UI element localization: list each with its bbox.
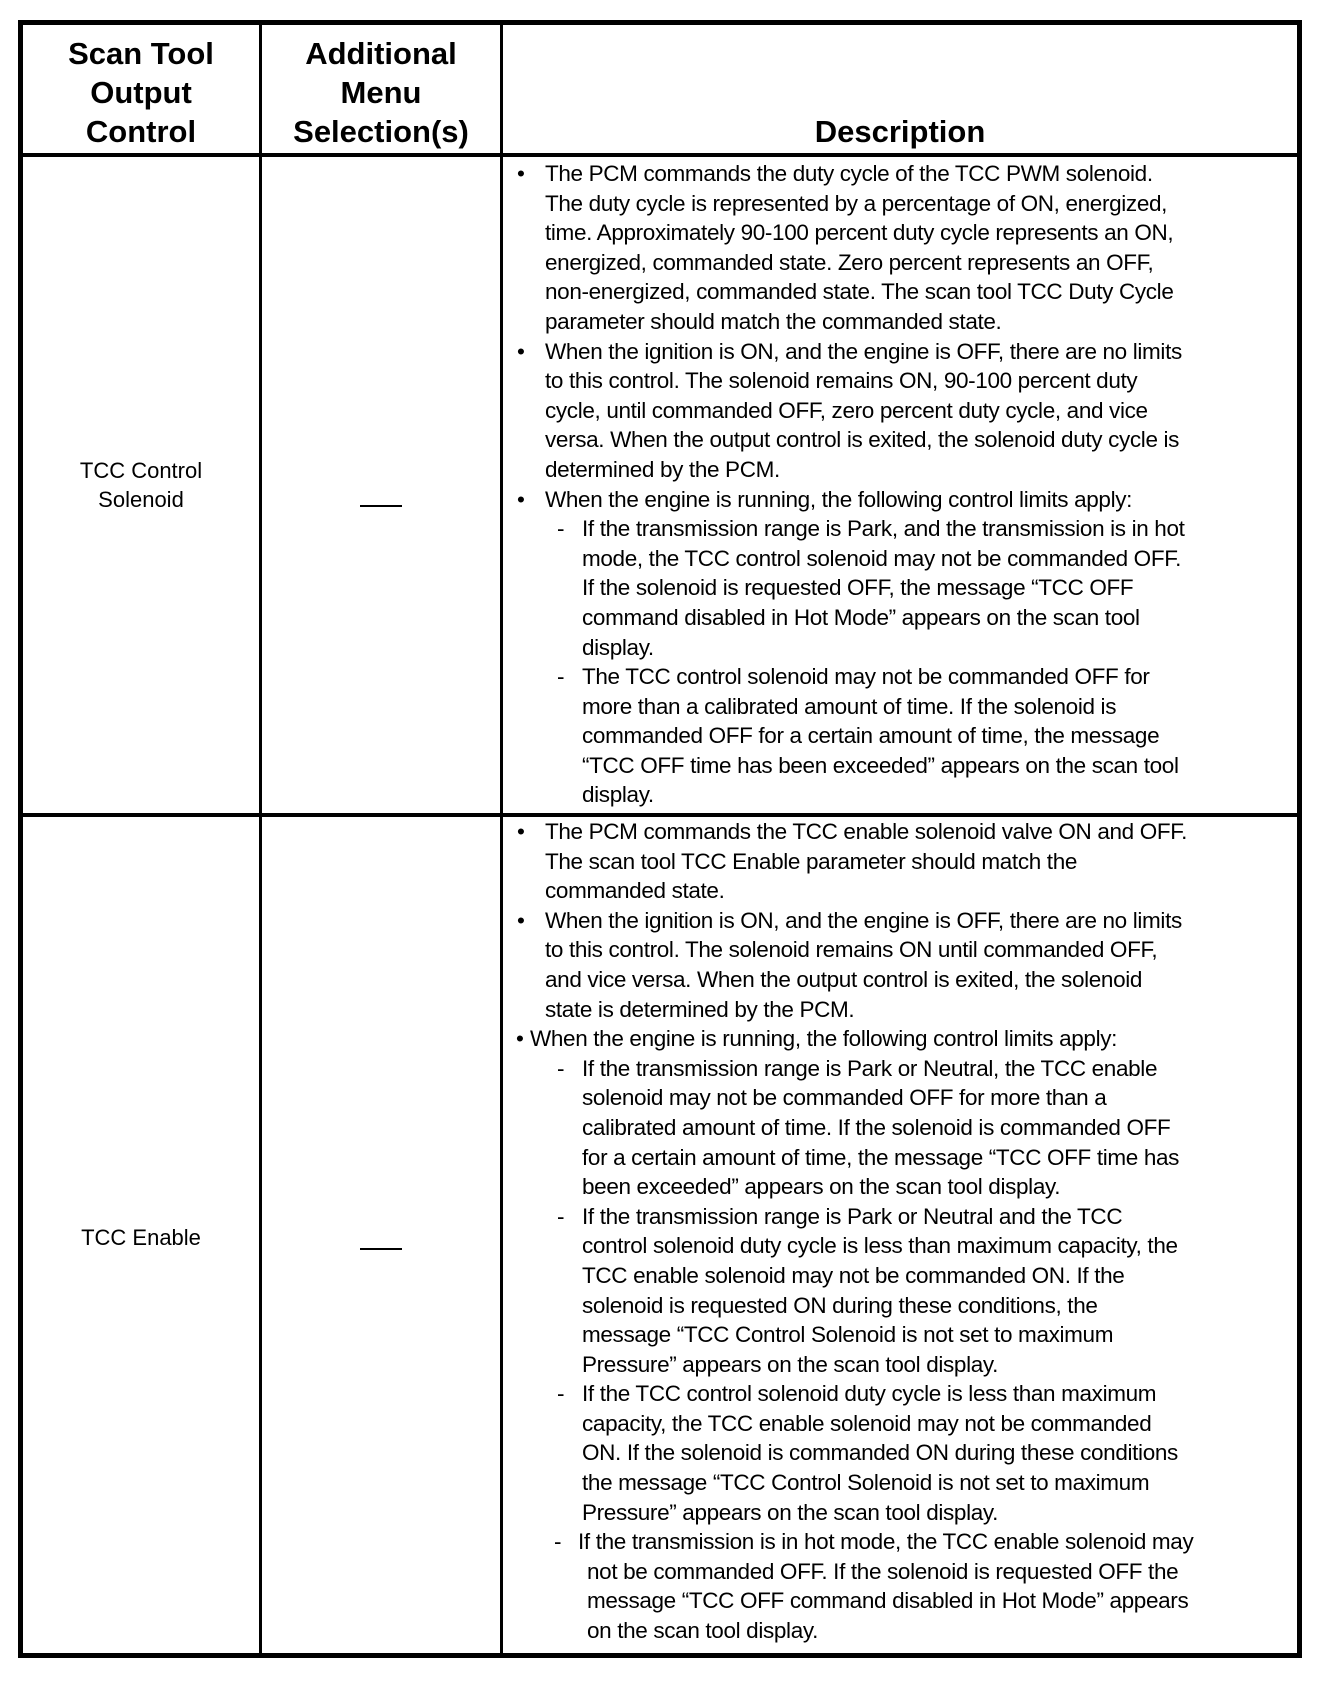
description-line: When the engine is running, the following control limits apply: [530,1026,1118,1052]
description-line: Pressure” appears on the scan tool display. [582,1351,999,1377]
description-line: determined by the PCM. [545,456,780,482]
empty-menu-selection-dash [360,1248,402,1250]
description-line: solenoid may not be commanded OFF for more than a [582,1085,1107,1111]
dash-bullet-icon: - [557,1055,565,1081]
description-line: parameter should match the commanded state. [545,308,1002,334]
bullet-icon: • [517,161,525,186]
description-line: calibrated amount of time. If the solenoid is commanded OFF [582,1114,1171,1140]
description-line: ON. If the solenoid is commanded ON during these conditions [582,1440,1178,1466]
description-line: Pressure” appears on the scan tool display. [582,1499,999,1525]
description-line: display. [582,782,654,808]
description-line: When the ignition is ON, and the engine is OFF, there are no limits [545,338,1182,364]
column-divider-2 [500,25,503,1653]
description-line: energized, commanded state. Zero percent represents an OFF, [545,249,1154,275]
description-line: message “TCC Control Solenoid is not set to maximum [582,1322,1114,1348]
description-line: If the solenoid is requested OFF, the message “TCC OFF [582,575,1134,601]
description-line: commanded state. [545,878,725,904]
description-line: display. [582,634,654,660]
description-line: for a certain amount of time, the message “TCC OFF time has [582,1144,1180,1170]
empty-menu-selection-dash [360,505,402,507]
description-line: If the transmission is in hot mode, the TCC enable solenoid may [578,1529,1194,1555]
description-line: TCC enable solenoid may not be commanded ON. If the [582,1262,1125,1288]
bullet-icon: • [517,486,525,512]
bullet-item [505,817,1295,906]
description-line: versa. When the output control is exited, the solenoid duty cycle is [545,427,1180,453]
description-line: If the transmission range is Park, and the transmission is in hot [582,516,1185,542]
description-line: If the TCC control solenoid duty cycle is less than maximum [582,1381,1157,1407]
cell-line: TCC Control [79,458,203,483]
bullet-icon: • [517,338,525,364]
description-line: command disabled in Hot Mode” appears on the scan tool [582,604,1140,630]
header-line: Scan Tool [68,36,214,71]
header-additional-menu-selections [262,25,500,155]
bullet-icon: • [517,907,525,933]
sub-item [505,662,1295,810]
description-line: not be commanded OFF. If the solenoid is requested OFF the [587,1558,1179,1584]
description-line: capacity, the TCC enable solenoid may not be commanded [582,1410,1152,1436]
description-line: to this control. The solenoid remains ON until commanded OFF, [545,937,1158,963]
description-line: If the transmission range is Park or Neutral and the TCC [582,1203,1123,1229]
cell-output-control-tcc-control-solenoid [23,157,259,813]
sub-item [505,1379,1295,1527]
description-line: been exceeded” appears on the scan tool display. [582,1174,1061,1200]
description-cell-tcc-enable [505,817,1295,1646]
header-line: Output [90,75,192,110]
scan-tool-output-control-table [18,20,1302,1658]
header-line: Menu [340,75,422,110]
description-line: control solenoid duty cycle is less than maximum capacity, the [582,1233,1178,1259]
dash-bullet-icon: - [554,1529,562,1555]
sub-item [505,1202,1295,1380]
bullet-icon: • [517,819,525,844]
header-line: Additional [305,36,457,71]
description-line: The PCM commands the TCC enable solenoid valve ON and OFF. [545,819,1188,844]
header-scan-tool-output-control [23,25,259,155]
header-line: Selection(s) [293,114,469,149]
bullet-icon: • [516,1026,524,1052]
header-line: Description [814,114,986,149]
column-divider-1 [259,25,262,1653]
cell-line: Solenoid [98,487,184,512]
bullet-item [505,159,1295,337]
description-line: The TCC control solenoid may not be commanded OFF for [582,664,1150,690]
description-line: non-energized, commanded state. The scan tool TCC Duty Cycle [545,279,1174,305]
description-line: The PCM commands the duty cycle of the TCC PWM solenoid. [545,161,1153,186]
description-line: The scan tool TCC Enable parameter should match the [545,848,1078,874]
description-line: solenoid is requested ON during these conditions, the [582,1292,1098,1318]
description-line: commanded OFF for a certain amount of time, the message [582,723,1160,749]
description-line: If the transmission range is Park or Neutral, the TCC enable [582,1055,1158,1081]
dash-bullet-icon: - [557,1381,565,1407]
cell-output-control-tcc-enable [23,817,259,1657]
description-line: “TCC OFF time has been exceeded” appears on the scan tool [582,752,1179,778]
dash-bullet-icon: - [557,516,565,542]
description-line: state is determined by the PCM. [545,996,855,1022]
description-line: on the scan tool display. [587,1618,818,1644]
description-line: the message “TCC Control Solenoid is not set to maximum [582,1470,1150,1496]
description-line: When the ignition is ON, and the engine is OFF, there are no limits [545,907,1182,933]
description-line: When the engine is running, the following control limits apply: [545,486,1133,512]
description-line: The duty cycle is represented by a percentage of ON, energized, [545,190,1168,216]
dash-bullet-icon: - [557,1203,565,1229]
bullet-item [505,906,1295,1024]
sub-item [505,1054,1295,1202]
description-line: to this control. The solenoid remains ON, 90-100 percent duty [545,368,1138,394]
description-line: mode, the TCC control solenoid may not be commanded OFF. [582,545,1182,571]
description-line: more than a calibrated amount of time. If the solenoid is [582,693,1117,719]
header-description [503,25,1297,155]
description-line: message “TCC OFF command disabled in Hot Mode” appears [587,1588,1189,1614]
bullet-item [505,485,1295,515]
bullet-item [505,337,1295,485]
bullet-item [505,1024,1295,1054]
sub-item [505,514,1295,662]
sub-item [505,1527,1295,1645]
cell-line: TCC Enable [81,1224,201,1250]
description-line: and vice versa. When the output control is exited, the solenoid [545,966,1143,992]
description-line: cycle, until commanded OFF, zero percent duty cycle, and vice [545,397,1148,423]
dash-bullet-icon: - [557,664,565,690]
header-line: Control [85,114,197,149]
description-line: time. Approximately 90-100 percent duty cycle represents an ON, [545,220,1174,246]
description-cell-tcc-control-solenoid [505,159,1295,810]
